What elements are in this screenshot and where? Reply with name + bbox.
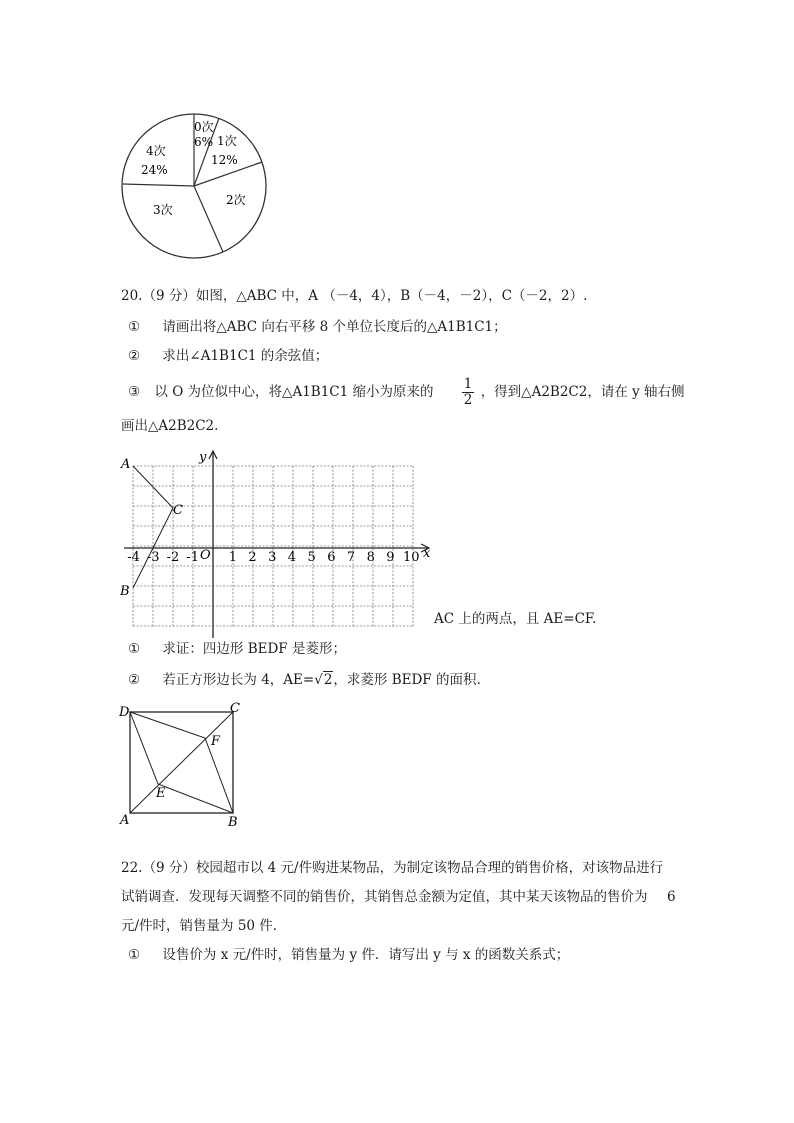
- q20-item-2: [128, 346, 328, 366]
- square-label-c: C: [230, 701, 240, 716]
- q21-item-1-text: 求证：四边形 BEDF 是菱形；: [162, 641, 346, 657]
- q20-item-1-text: 请画出将△ABC 向右平移 8 个单位长度后的△A1B1C1；: [162, 319, 507, 335]
- sqrt-two: √2: [314, 672, 333, 688]
- q20-item-3-before: 以 O 为位似中心，将△A1B1C1 缩小为原来的: [154, 384, 434, 400]
- sqrt-radicand: 2: [323, 672, 333, 688]
- pie-label-one-name: 1次: [217, 134, 237, 148]
- q22-line-2-text: 试销调查．发现每天调整不同的销售价，其销售总金额为定值，其中某天该物品的售价为: [121, 889, 648, 905]
- q21-item-2: [128, 670, 481, 690]
- x-tick-label: 5: [307, 550, 316, 565]
- fraction-denominator: 2: [463, 392, 473, 408]
- q20-item-2-num: ②: [128, 348, 141, 364]
- square-label-a: A: [120, 813, 130, 828]
- pie-label-one-pct: 12%: [211, 153, 238, 167]
- q20-item-2-text: 求出∠A1B1C1 的余弦值；: [162, 348, 329, 364]
- q21-item-2-num: ②: [128, 672, 141, 688]
- x-tick-label: -4: [127, 550, 140, 565]
- origin-label: O: [200, 548, 211, 563]
- q22-item-1-text: 设售价为 x 元/件时，销售量为 y 件．请写出 y 与 x 的函数关系式；: [162, 947, 570, 963]
- square-label-d: D: [119, 705, 130, 720]
- axis-label-y: y: [199, 450, 207, 465]
- fraction-numerator: 1: [463, 376, 473, 392]
- x-tick-label: 9: [386, 550, 395, 565]
- x-tick-label: 7: [346, 550, 356, 565]
- pie-chart: [116, 110, 272, 262]
- axis-label-x: x: [423, 546, 431, 561]
- q22-line-1: 22.（9 分）校园超市以 4 元/件购进某物品，为制定该物品合理的销售价格，对该物品进行: [121, 860, 664, 876]
- pie-label-four-pct: 24%: [141, 163, 168, 177]
- q20-item-1-num: ①: [128, 319, 141, 335]
- pie-label-two-name: 2次: [226, 193, 246, 207]
- q21-item-1-num: ①: [128, 641, 141, 657]
- x-tick-label: 2: [248, 550, 257, 565]
- q22-item-1-num: ①: [128, 947, 141, 963]
- pie-label-three-name: 3次: [153, 203, 173, 217]
- x-tick-label: -1: [186, 550, 199, 565]
- q22-line-3: 元/件时，销售量为 50 件．: [121, 918, 287, 934]
- x-tick-label: -3: [146, 550, 160, 565]
- pie-label-zero-pct: 6%: [194, 135, 214, 149]
- square-label-f: F: [211, 734, 221, 749]
- q20-item-3-after: ，得到△A2B2C2，请在 y 轴右侧: [480, 384, 685, 400]
- x-tick-label: 6: [327, 550, 336, 565]
- coordinate-grid: [116, 448, 434, 644]
- x-tick-label: 3: [268, 550, 277, 565]
- x-tick-label: 10: [403, 550, 420, 565]
- q21-item-1: [128, 639, 346, 659]
- q22-item-1: [128, 945, 569, 965]
- x-tick-labels: [127, 550, 419, 565]
- q20-header: 20.（9 分）如图，△ABC 中，A （－4，4），B（－4，－2），C（－2，2）.: [121, 288, 588, 304]
- q20-item-3: [128, 377, 685, 408]
- diagonal-ac: [130, 712, 233, 813]
- grid-lines: [133, 466, 413, 628]
- point-b-label: B: [120, 584, 130, 599]
- q22-line-2-num: 6: [667, 889, 676, 905]
- x-tick-label: 1: [228, 550, 237, 565]
- q20-item-3-num: ③: [128, 384, 141, 400]
- square-label-e: E: [156, 786, 166, 801]
- q20-item-3-line2: 画出△A2B2C2.: [121, 418, 219, 434]
- x-tick-label: 8: [366, 550, 375, 565]
- pie-label-zero-name: 0次: [194, 120, 214, 134]
- point-a-label: A: [121, 457, 131, 472]
- pie-label-four-name: 4次: [146, 144, 166, 158]
- q21-tail: AC 上的两点，且 AE=CF.: [434, 611, 597, 627]
- x-tick-label: 4: [287, 550, 297, 565]
- square-figure: [116, 700, 250, 832]
- point-c-label: C: [173, 503, 183, 518]
- q21-item-2-before: 若正方形边长为 4，AE=: [162, 672, 315, 688]
- q21-item-2-after: ，求菱形 BEDF 的面积.: [333, 672, 481, 688]
- q22-line-2: [121, 887, 648, 907]
- x-tick-label: -2: [166, 550, 180, 565]
- fraction-one-half: [462, 377, 475, 408]
- square-label-b: B: [228, 815, 238, 830]
- q20-item-1: [128, 317, 507, 337]
